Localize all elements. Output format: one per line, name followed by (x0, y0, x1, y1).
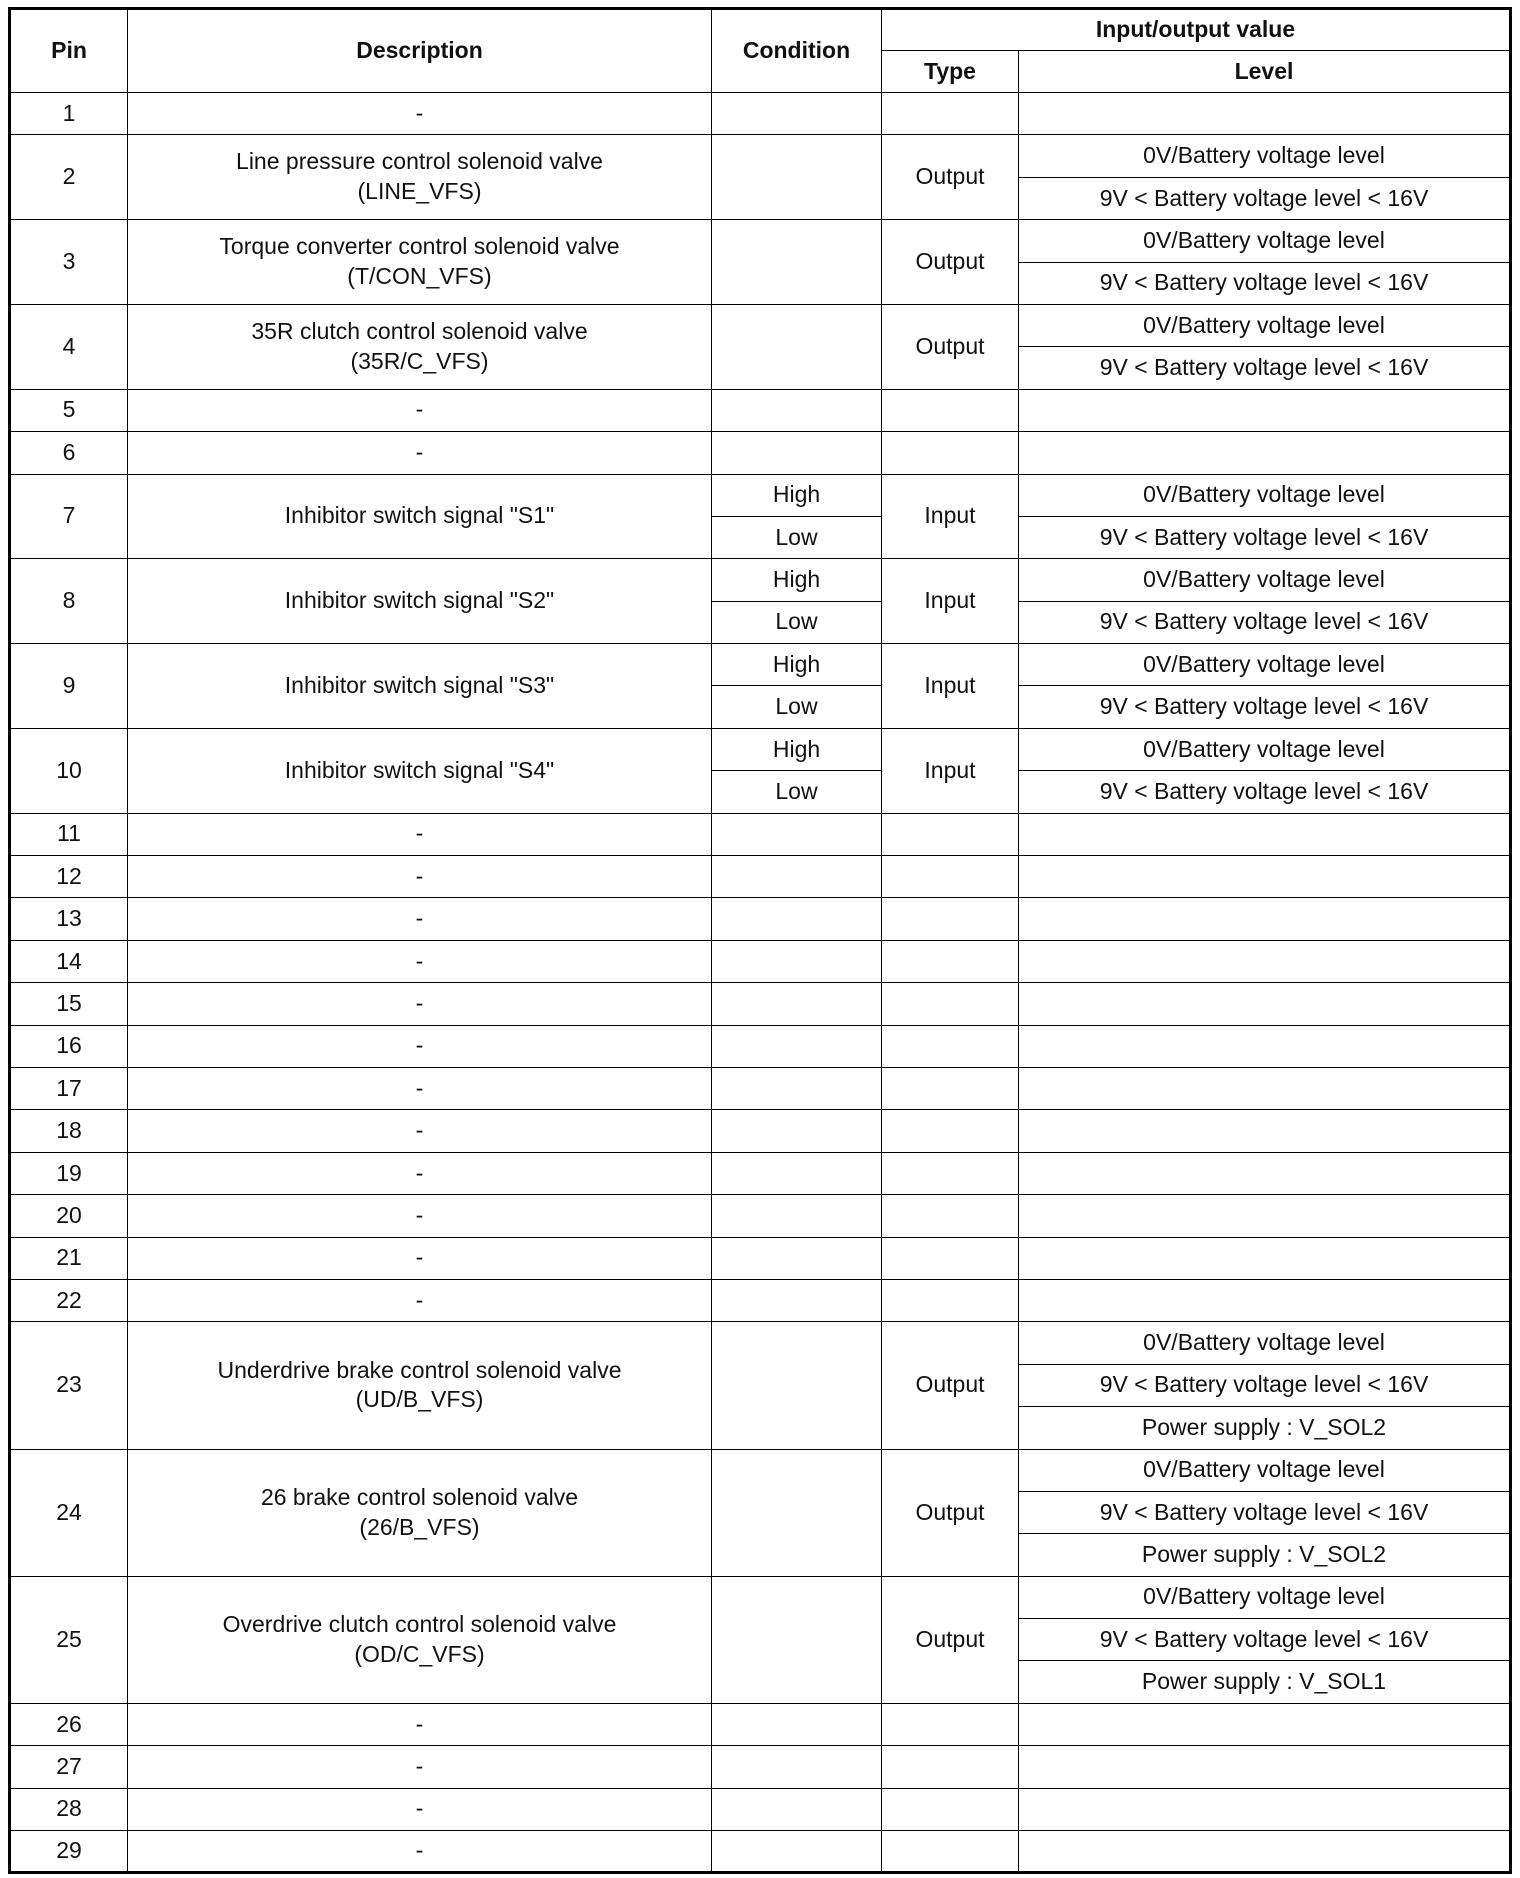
condition-cell (712, 940, 882, 982)
condition-cell (712, 1831, 882, 1873)
condition-cell: High (712, 728, 882, 770)
pin-cell: 8 (10, 559, 128, 644)
pin-cell: 12 (10, 856, 128, 898)
level-cell: 0V/Battery voltage level (1019, 1322, 1511, 1364)
description-line: - (415, 947, 424, 974)
description-line: - (415, 989, 424, 1016)
level-cell: 9V < Battery voltage level < 16V (1019, 1491, 1511, 1533)
condition-cell (712, 983, 882, 1025)
level-cell (1019, 1788, 1511, 1830)
type-cell (882, 1152, 1019, 1194)
level-cell: 9V < Battery voltage level < 16V (1019, 686, 1511, 728)
pin-cell: 22 (10, 1279, 128, 1321)
pin-cell: 1 (10, 93, 128, 135)
description-line: - (415, 862, 424, 889)
description-line: - (415, 1032, 424, 1059)
condition-cell (712, 1237, 882, 1279)
level-cell (1019, 1703, 1511, 1745)
condition-cell (712, 432, 882, 474)
description-cell (128, 1831, 712, 1873)
type-cell: Input (882, 474, 1019, 559)
condition-cell: Low (712, 516, 882, 558)
table-row (10, 1788, 1511, 1830)
pin-cell: 15 (10, 983, 128, 1025)
level-cell (1019, 940, 1511, 982)
type-cell (882, 1195, 1019, 1237)
level-cell: 0V/Battery voltage level (1019, 135, 1511, 177)
level-cell (1019, 1746, 1511, 1788)
table-header (10, 9, 1511, 93)
header-pin: Pin (10, 9, 128, 93)
table-row (10, 1237, 1511, 1279)
description-line: - (415, 1074, 424, 1101)
table-row (10, 474, 1511, 516)
description-line: (35R/C_VFS) (350, 347, 489, 374)
type-cell (882, 1279, 1019, 1321)
header-condition: Condition (712, 9, 882, 93)
description-line: - (415, 905, 424, 932)
description-cell (128, 1322, 712, 1449)
level-cell: 9V < Battery voltage level < 16V (1019, 516, 1511, 558)
level-cell (1019, 983, 1511, 1025)
pin-cell: 25 (10, 1576, 128, 1703)
type-cell: Output (882, 1449, 1019, 1576)
description-line: Inhibitor switch signal "S1" (284, 502, 555, 529)
level-cell: Power supply : V_SOL2 (1019, 1407, 1511, 1449)
condition-cell: Low (712, 686, 882, 728)
type-cell (882, 1788, 1019, 1830)
type-cell (882, 432, 1019, 474)
table-row (10, 940, 1511, 982)
description-cell (128, 728, 712, 813)
description-line: - (415, 99, 424, 126)
level-cell: 0V/Battery voltage level (1019, 220, 1511, 262)
level-cell: 0V/Battery voltage level (1019, 1576, 1511, 1618)
condition-cell (712, 856, 882, 898)
table-row (10, 983, 1511, 1025)
description-line: (OD/C_VFS) (354, 1640, 485, 1667)
table-row (10, 856, 1511, 898)
description-line: - (415, 820, 424, 847)
pin-cell: 19 (10, 1152, 128, 1194)
level-cell: Power supply : V_SOL1 (1019, 1661, 1511, 1703)
type-cell (882, 940, 1019, 982)
table-row (10, 898, 1511, 940)
header-type: Type (882, 51, 1019, 93)
level-cell: 9V < Battery voltage level < 16V (1019, 177, 1511, 219)
description-line: Inhibitor switch signal "S3" (284, 672, 555, 699)
table-row (10, 1067, 1511, 1109)
pin-cell: 20 (10, 1195, 128, 1237)
description-line: - (415, 1710, 424, 1737)
type-cell (882, 1067, 1019, 1109)
level-cell: 0V/Battery voltage level (1019, 728, 1511, 770)
type-cell: Input (882, 644, 1019, 729)
table-row (10, 432, 1511, 474)
type-cell: Input (882, 728, 1019, 813)
description-cell (128, 644, 712, 729)
table-row (10, 1746, 1511, 1788)
header-level: Level (1019, 51, 1511, 93)
pin-cell: 26 (10, 1703, 128, 1745)
description-cell (128, 1576, 712, 1703)
description-line: Torque converter control solenoid valve (219, 233, 620, 260)
condition-cell: Low (712, 771, 882, 813)
description-cell (128, 304, 712, 389)
pin-table (8, 7, 1512, 1874)
type-cell: Output (882, 135, 1019, 220)
pin-cell: 11 (10, 813, 128, 855)
type-cell (882, 898, 1019, 940)
level-cell: 9V < Battery voltage level < 16V (1019, 347, 1511, 389)
type-cell: Input (882, 559, 1019, 644)
pin-cell: 10 (10, 728, 128, 813)
condition-cell (712, 304, 882, 389)
pin-cell: 17 (10, 1067, 128, 1109)
table-row (10, 1195, 1511, 1237)
description-cell (128, 1703, 712, 1745)
condition-cell: High (712, 644, 882, 686)
condition-cell (712, 1152, 882, 1194)
table-row (10, 1025, 1511, 1067)
type-cell (882, 93, 1019, 135)
description-line: (T/CON_VFS) (347, 263, 492, 290)
level-cell: 0V/Battery voltage level (1019, 644, 1511, 686)
table-row (10, 1322, 1511, 1364)
level-cell: 9V < Battery voltage level < 16V (1019, 771, 1511, 813)
type-cell (882, 389, 1019, 431)
description-cell (128, 1195, 712, 1237)
type-cell (882, 1831, 1019, 1873)
pin-cell: 23 (10, 1322, 128, 1449)
type-cell (882, 1110, 1019, 1152)
pin-cell: 16 (10, 1025, 128, 1067)
condition-cell (712, 1788, 882, 1830)
description-line: - (415, 1244, 424, 1271)
level-cell (1019, 1279, 1511, 1321)
pin-cell: 9 (10, 644, 128, 729)
pin-cell: 28 (10, 1788, 128, 1830)
condition-cell (712, 1703, 882, 1745)
description-cell (128, 1449, 712, 1576)
level-cell (1019, 1152, 1511, 1194)
pin-cell: 4 (10, 304, 128, 389)
level-cell (1019, 389, 1511, 431)
pin-cell: 6 (10, 432, 128, 474)
table-row (10, 1576, 1511, 1618)
description-line: (26/B_VFS) (359, 1513, 480, 1540)
level-cell: 0V/Battery voltage level (1019, 474, 1511, 516)
description-line: Line pressure control solenoid valve (236, 148, 603, 175)
description-cell (128, 135, 712, 220)
header-description: Description (128, 9, 712, 93)
table-row (10, 1279, 1511, 1321)
description-cell (128, 389, 712, 431)
condition-cell (712, 1576, 882, 1703)
table-row (10, 93, 1511, 135)
description-line: - (415, 1159, 424, 1186)
table-row (10, 1703, 1511, 1745)
description-line: 26 brake control solenoid valve (260, 1483, 579, 1510)
pin-cell: 27 (10, 1746, 128, 1788)
table-row (10, 728, 1511, 770)
description-line: - (415, 396, 424, 423)
description-line: - (415, 1286, 424, 1313)
description-line: (UD/B_VFS) (355, 1386, 484, 1413)
table-row (10, 1152, 1511, 1194)
table-row (10, 1831, 1511, 1873)
level-cell (1019, 1237, 1511, 1279)
condition-cell (712, 1322, 882, 1449)
table-row (10, 559, 1511, 601)
type-cell: Output (882, 220, 1019, 305)
table-row (10, 220, 1511, 262)
description-line: (LINE_VFS) (357, 178, 482, 205)
description-cell (128, 898, 712, 940)
description-cell (128, 220, 712, 305)
level-cell: 0V/Battery voltage level (1019, 559, 1511, 601)
condition-cell (712, 1195, 882, 1237)
header-io-value: Input/output value (882, 9, 1511, 51)
table-row (10, 1110, 1511, 1152)
level-cell (1019, 1831, 1511, 1873)
table-row (10, 1449, 1511, 1491)
condition-cell: High (712, 474, 882, 516)
description-line: - (415, 1837, 424, 1864)
condition-cell: High (712, 559, 882, 601)
pin-cell: 29 (10, 1831, 128, 1873)
description-cell (128, 1788, 712, 1830)
condition-cell (712, 1067, 882, 1109)
type-cell: Output (882, 1322, 1019, 1449)
level-cell (1019, 1195, 1511, 1237)
level-cell (1019, 813, 1511, 855)
table-row (10, 644, 1511, 686)
description-cell (128, 1279, 712, 1321)
condition-cell (712, 1449, 882, 1576)
level-cell (1019, 898, 1511, 940)
level-cell: 9V < Battery voltage level < 16V (1019, 601, 1511, 643)
level-cell: 9V < Battery voltage level < 16V (1019, 1364, 1511, 1406)
pin-cell: 18 (10, 1110, 128, 1152)
description-cell (128, 940, 712, 982)
pin-cell: 24 (10, 1449, 128, 1576)
description-cell (128, 1237, 712, 1279)
description-cell (128, 93, 712, 135)
pin-cell: 7 (10, 474, 128, 559)
level-cell: 9V < Battery voltage level < 16V (1019, 262, 1511, 304)
level-cell (1019, 1110, 1511, 1152)
pin-cell: 2 (10, 135, 128, 220)
table-row (10, 813, 1511, 855)
description-line: Overdrive clutch control solenoid valve (222, 1610, 617, 1637)
description-line: - (415, 438, 424, 465)
condition-cell (712, 898, 882, 940)
pin-cell: 5 (10, 389, 128, 431)
pin-cell: 21 (10, 1237, 128, 1279)
type-cell (882, 1237, 1019, 1279)
type-cell (882, 856, 1019, 898)
description-line: - (415, 1752, 424, 1779)
description-cell (128, 1025, 712, 1067)
level-cell: 0V/Battery voltage level (1019, 304, 1511, 346)
type-cell (882, 1746, 1019, 1788)
condition-cell (712, 220, 882, 305)
description-cell (128, 474, 712, 559)
type-cell (882, 1703, 1019, 1745)
condition-cell (712, 1025, 882, 1067)
description-line: Inhibitor switch signal "S2" (284, 587, 555, 614)
pin-cell: 13 (10, 898, 128, 940)
description-cell (128, 983, 712, 1025)
level-cell (1019, 856, 1511, 898)
description-cell (128, 1067, 712, 1109)
type-cell (882, 983, 1019, 1025)
type-cell: Output (882, 304, 1019, 389)
table-row (10, 304, 1511, 346)
condition-cell (712, 1110, 882, 1152)
condition-cell (712, 389, 882, 431)
condition-cell (712, 1279, 882, 1321)
condition-cell (712, 93, 882, 135)
level-cell: 0V/Battery voltage level (1019, 1449, 1511, 1491)
description-line: - (415, 1201, 424, 1228)
description-line: 35R clutch control solenoid valve (251, 317, 588, 344)
level-cell (1019, 93, 1511, 135)
description-cell (128, 1152, 712, 1194)
description-line: - (415, 1795, 424, 1822)
description-cell (128, 1110, 712, 1152)
type-cell: Output (882, 1576, 1019, 1703)
description-line: - (415, 1117, 424, 1144)
table-row (10, 389, 1511, 431)
level-cell (1019, 1067, 1511, 1109)
level-cell: 9V < Battery voltage level < 16V (1019, 1619, 1511, 1661)
condition-cell: Low (712, 601, 882, 643)
table-row (10, 135, 1511, 177)
table-body (10, 93, 1511, 1873)
pin-cell: 14 (10, 940, 128, 982)
description-cell (128, 432, 712, 474)
type-cell (882, 813, 1019, 855)
level-cell: Power supply : V_SOL2 (1019, 1534, 1511, 1576)
level-cell (1019, 432, 1511, 474)
type-cell (882, 1025, 1019, 1067)
description-line: Inhibitor switch signal "S4" (284, 756, 555, 783)
description-cell (128, 559, 712, 644)
pin-cell: 3 (10, 220, 128, 305)
condition-cell (712, 813, 882, 855)
level-cell (1019, 1025, 1511, 1067)
description-cell (128, 813, 712, 855)
description-cell (128, 1746, 712, 1788)
description-cell (128, 856, 712, 898)
condition-cell (712, 1746, 882, 1788)
description-line: Underdrive brake control solenoid valve (217, 1356, 622, 1383)
condition-cell (712, 135, 882, 220)
